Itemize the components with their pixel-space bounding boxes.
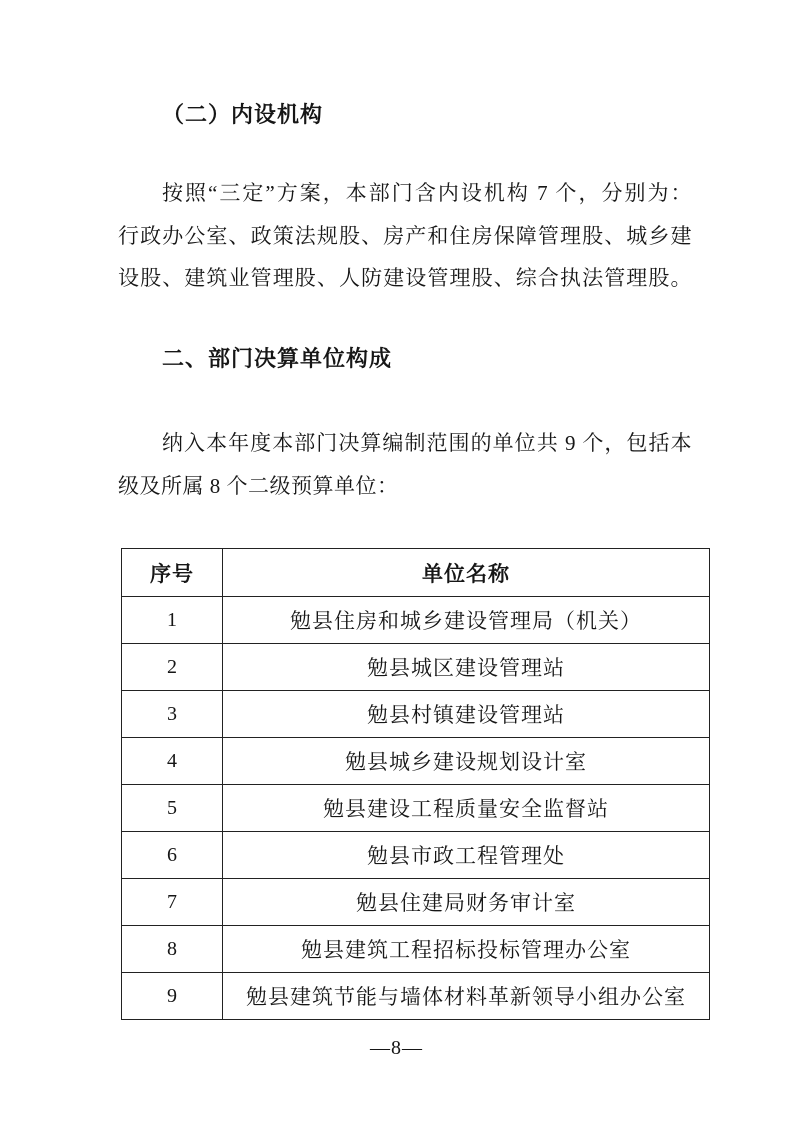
serial-cell: 9 <box>122 973 223 1020</box>
paragraph-line: 设股、建筑业管理股、人防建设管理股、综合执法管理股。 <box>118 266 692 290</box>
paragraph-line: 纳入本年度本部门决算编制范围的单位共 9 个，包括本 <box>162 431 692 455</box>
page-number: —8— <box>370 1037 423 1059</box>
unit-name-cell: 勉县市政工程管理处 <box>223 832 710 879</box>
serial-cell: 8 <box>122 926 223 973</box>
table-row <box>122 785 710 832</box>
units-table <box>121 548 710 1020</box>
paragraph-unit-composition <box>118 422 692 507</box>
table-row <box>122 973 710 1020</box>
unit-name-cell: 勉县城区建设管理站 <box>223 644 710 691</box>
table-row <box>122 879 710 926</box>
serial-cell: 7 <box>122 879 223 926</box>
paragraph-internal-orgs <box>118 172 692 300</box>
table-header-row <box>122 549 710 597</box>
table-row <box>122 738 710 785</box>
table-row <box>122 926 710 973</box>
paragraph-line: 级及所属 8 个二级预算单位： <box>118 473 399 498</box>
table-row <box>122 644 710 691</box>
section-heading-internal-orgs: （二）内设机构 <box>162 102 324 127</box>
paragraph-line: 按照“三定”方案，本部门含内设机构 7 个，分别为： <box>162 181 692 205</box>
unit-name-cell: 勉县建筑节能与墙体材料革新领导小组办公室 <box>223 973 710 1020</box>
serial-cell: 6 <box>122 832 223 879</box>
paragraph-line: 行政办公室、政策法规股、房产和住房保障管理股、城乡建 <box>118 223 692 248</box>
unit-name-cell: 勉县城乡建设规划设计室 <box>223 738 710 785</box>
column-header-unit-name: 单位名称 <box>223 549 710 597</box>
unit-name-cell: 勉县村镇建设管理站 <box>223 691 710 738</box>
unit-name-cell: 勉县住建局财务审计室 <box>223 879 710 926</box>
table-row <box>122 832 710 879</box>
unit-name-cell: 勉县建设工程质量安全监督站 <box>223 785 710 832</box>
table-row <box>122 597 710 644</box>
section-heading-unit-composition: 二、部门决算单位构成 <box>162 346 393 371</box>
serial-cell: 2 <box>122 644 223 691</box>
serial-cell: 1 <box>122 597 223 644</box>
unit-name-cell: 勉县建筑工程招标投标管理办公室 <box>223 926 710 973</box>
table-row <box>122 691 710 738</box>
column-header-serial: 序号 <box>122 549 223 597</box>
serial-cell: 5 <box>122 785 223 832</box>
unit-name-cell: 勉县住房和城乡建设管理局（机关） <box>223 597 710 644</box>
serial-cell: 4 <box>122 738 223 785</box>
serial-cell: 3 <box>122 691 223 738</box>
